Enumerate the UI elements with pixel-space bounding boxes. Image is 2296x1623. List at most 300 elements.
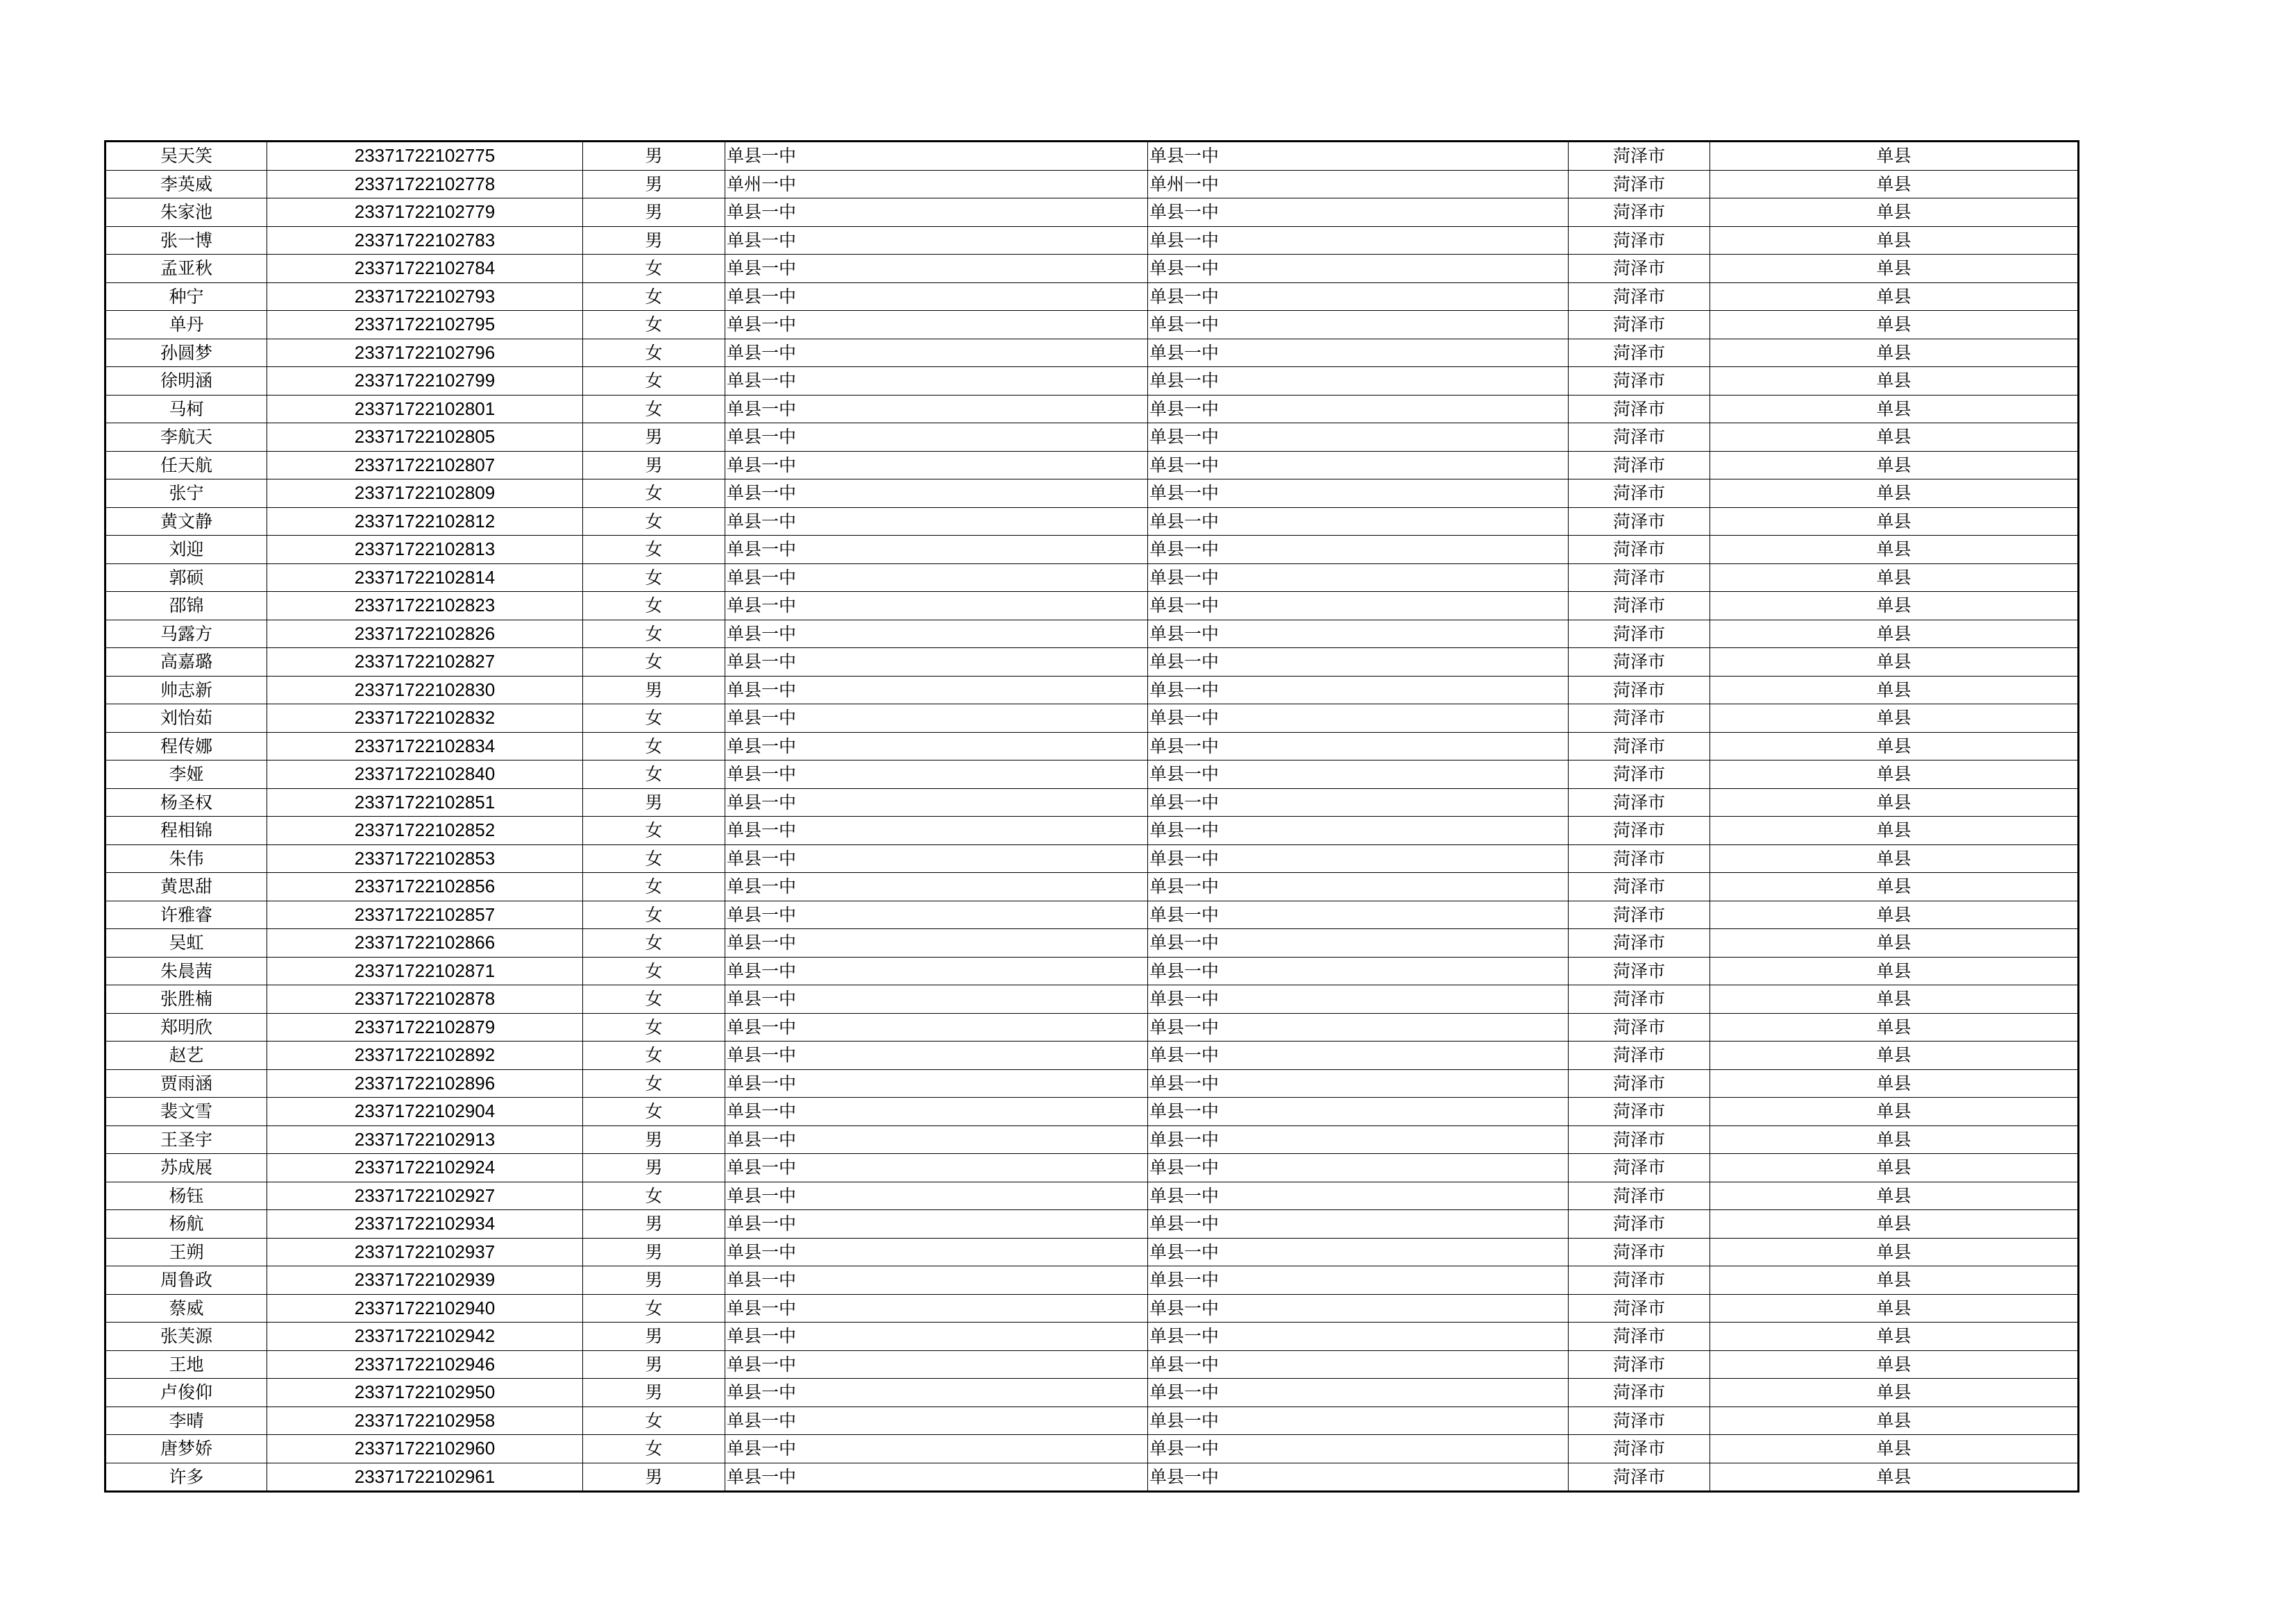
cell-gender: 男 <box>583 1125 725 1154</box>
cell-school-2: 单县一中 <box>1148 1154 1569 1182</box>
cell-gender: 男 <box>583 451 725 479</box>
cell-name: 朱伟 <box>105 844 267 873</box>
cell-school-2: 单县一中 <box>1148 1323 1569 1351</box>
cell-name: 朱家池 <box>105 198 267 227</box>
cell-county: 单县 <box>1710 170 2079 198</box>
cell-city: 菏泽市 <box>1569 1323 1710 1351</box>
cell-school: 单县一中 <box>725 1069 1148 1098</box>
cell-school: 单县一中 <box>725 620 1148 648</box>
cell-school: 单县一中 <box>725 929 1148 958</box>
cell-city: 菏泽市 <box>1569 788 1710 817</box>
cell-gender: 女 <box>583 1098 725 1126</box>
table-row <box>105 451 2079 479</box>
cell-name: 任天航 <box>105 451 267 479</box>
cell-gender: 女 <box>583 507 725 536</box>
cell-name: 王圣宇 <box>105 1125 267 1154</box>
cell-county: 单县 <box>1710 142 2079 171</box>
cell-city: 菏泽市 <box>1569 311 1710 339</box>
student-roster-sheet <box>104 140 2077 1493</box>
cell-exam-id: 23371722102913 <box>267 1125 583 1154</box>
cell-county: 单县 <box>1710 957 2079 985</box>
cell-exam-id: 23371722102826 <box>267 620 583 648</box>
cell-school: 单县一中 <box>725 676 1148 704</box>
cell-city: 菏泽市 <box>1569 479 1710 508</box>
cell-gender: 女 <box>583 1294 725 1323</box>
cell-school-2: 单县一中 <box>1148 1294 1569 1323</box>
cell-exam-id: 23371722102801 <box>267 395 583 423</box>
table-row <box>105 676 2079 704</box>
cell-gender: 男 <box>583 1210 725 1239</box>
cell-name: 邵锦 <box>105 592 267 620</box>
cell-school: 单县一中 <box>725 563 1148 592</box>
cell-city: 菏泽市 <box>1569 1379 1710 1407</box>
table-row <box>105 198 2079 227</box>
cell-county: 单县 <box>1710 1238 2079 1266</box>
table-row <box>105 1238 2079 1266</box>
cell-school: 单县一中 <box>725 1098 1148 1126</box>
cell-name: 朱晨茜 <box>105 957 267 985</box>
cell-exam-id: 23371722102779 <box>267 198 583 227</box>
cell-city: 菏泽市 <box>1569 1266 1710 1295</box>
cell-city: 菏泽市 <box>1569 226 1710 255</box>
table-row <box>105 592 2079 620</box>
cell-name: 张宁 <box>105 479 267 508</box>
cell-county: 单县 <box>1710 1154 2079 1182</box>
cell-exam-id: 23371722102812 <box>267 507 583 536</box>
cell-city: 菏泽市 <box>1569 1154 1710 1182</box>
cell-city: 菏泽市 <box>1569 1407 1710 1435</box>
cell-city: 菏泽市 <box>1569 704 1710 733</box>
cell-county: 单县 <box>1710 648 2079 677</box>
cell-school-2: 单县一中 <box>1148 1182 1569 1210</box>
cell-school: 单县一中 <box>725 311 1148 339</box>
cell-county: 单县 <box>1710 1463 2079 1492</box>
cell-exam-id: 23371722102927 <box>267 1182 583 1210</box>
cell-school-2: 单县一中 <box>1148 479 1569 508</box>
cell-school: 单县一中 <box>725 423 1148 452</box>
cell-county: 单县 <box>1710 901 2079 929</box>
cell-name: 李航天 <box>105 423 267 452</box>
cell-name: 徐明涵 <box>105 367 267 396</box>
cell-school-2: 单县一中 <box>1148 507 1569 536</box>
table-row <box>105 1098 2079 1126</box>
table-row <box>105 1210 2079 1239</box>
cell-school: 单县一中 <box>725 142 1148 171</box>
cell-city: 菏泽市 <box>1569 760 1710 789</box>
cell-gender: 女 <box>583 901 725 929</box>
cell-school: 单县一中 <box>725 395 1148 423</box>
cell-name: 贾雨涵 <box>105 1069 267 1098</box>
cell-city: 菏泽市 <box>1569 255 1710 283</box>
cell-exam-id: 23371722102823 <box>267 592 583 620</box>
cell-county: 单县 <box>1710 1294 2079 1323</box>
cell-exam-id: 23371722102961 <box>267 1463 583 1492</box>
cell-name: 李英威 <box>105 170 267 198</box>
cell-gender: 男 <box>583 1154 725 1182</box>
table-row <box>105 788 2079 817</box>
cell-county: 单县 <box>1710 1266 2079 1295</box>
cell-gender: 女 <box>583 282 725 311</box>
cell-city: 菏泽市 <box>1569 1435 1710 1463</box>
table-row <box>105 760 2079 789</box>
cell-city: 菏泽市 <box>1569 676 1710 704</box>
cell-name: 苏成展 <box>105 1154 267 1182</box>
cell-exam-id: 23371722102814 <box>267 563 583 592</box>
cell-school-2: 单县一中 <box>1148 1407 1569 1435</box>
cell-gender: 女 <box>583 1182 725 1210</box>
cell-exam-id: 23371722102937 <box>267 1238 583 1266</box>
cell-city: 菏泽市 <box>1569 620 1710 648</box>
cell-gender: 女 <box>583 536 725 564</box>
cell-gender: 女 <box>583 395 725 423</box>
cell-county: 单县 <box>1710 282 2079 311</box>
cell-name: 郭硕 <box>105 563 267 592</box>
table-row <box>105 1266 2079 1295</box>
cell-exam-id: 23371722102946 <box>267 1350 583 1379</box>
cell-gender: 女 <box>583 1013 725 1042</box>
cell-school: 单县一中 <box>725 985 1148 1014</box>
cell-city: 菏泽市 <box>1569 142 1710 171</box>
cell-city: 菏泽市 <box>1569 423 1710 452</box>
cell-name: 张一博 <box>105 226 267 255</box>
cell-exam-id: 23371722102805 <box>267 423 583 452</box>
cell-gender: 女 <box>583 817 725 845</box>
cell-exam-id: 23371722102830 <box>267 676 583 704</box>
cell-name: 郑明欣 <box>105 1013 267 1042</box>
cell-school: 单县一中 <box>725 817 1148 845</box>
table-row <box>105 1407 2079 1435</box>
cell-school-2: 单县一中 <box>1148 648 1569 677</box>
cell-city: 菏泽市 <box>1569 1069 1710 1098</box>
cell-exam-id: 23371722102851 <box>267 788 583 817</box>
table-row <box>105 620 2079 648</box>
cell-gender: 男 <box>583 676 725 704</box>
cell-city: 菏泽市 <box>1569 1013 1710 1042</box>
cell-county: 单县 <box>1710 1379 2079 1407</box>
cell-school: 单县一中 <box>725 536 1148 564</box>
cell-school-2: 单县一中 <box>1148 423 1569 452</box>
cell-exam-id: 23371722102878 <box>267 985 583 1014</box>
cell-gender: 女 <box>583 704 725 733</box>
cell-name: 单丹 <box>105 311 267 339</box>
cell-city: 菏泽市 <box>1569 957 1710 985</box>
cell-county: 单县 <box>1710 451 2079 479</box>
table-row <box>105 873 2079 901</box>
cell-school: 单县一中 <box>725 1435 1148 1463</box>
cell-school-2: 单县一中 <box>1148 1350 1569 1379</box>
cell-school: 单县一中 <box>725 732 1148 760</box>
cell-name: 李晴 <box>105 1407 267 1435</box>
cell-school-2: 单县一中 <box>1148 282 1569 311</box>
table-row <box>105 282 2079 311</box>
cell-city: 菏泽市 <box>1569 1210 1710 1239</box>
cell-name: 吴虹 <box>105 929 267 958</box>
cell-school: 单县一中 <box>725 1463 1148 1492</box>
cell-county: 单县 <box>1710 1350 2079 1379</box>
cell-name: 程相锦 <box>105 817 267 845</box>
table-row <box>105 563 2079 592</box>
table-row <box>105 957 2079 985</box>
cell-school-2: 单县一中 <box>1148 817 1569 845</box>
cell-city: 菏泽市 <box>1569 170 1710 198</box>
table-row <box>105 1182 2079 1210</box>
cell-school-2: 单县一中 <box>1148 311 1569 339</box>
cell-gender: 女 <box>583 479 725 508</box>
cell-exam-id: 23371722102904 <box>267 1098 583 1126</box>
cell-exam-id: 23371722102775 <box>267 142 583 171</box>
cell-name: 杨钰 <box>105 1182 267 1210</box>
cell-school: 单县一中 <box>725 1042 1148 1070</box>
cell-city: 菏泽市 <box>1569 451 1710 479</box>
cell-school: 单县一中 <box>725 255 1148 283</box>
cell-gender: 女 <box>583 592 725 620</box>
cell-school: 单县一中 <box>725 1125 1148 1154</box>
cell-county: 单县 <box>1710 1098 2079 1126</box>
cell-school: 单县一中 <box>725 226 1148 255</box>
cell-exam-id: 23371722102783 <box>267 226 583 255</box>
cell-school: 单州一中 <box>725 170 1148 198</box>
cell-school: 单县一中 <box>725 957 1148 985</box>
cell-exam-id: 23371722102939 <box>267 1266 583 1295</box>
cell-school: 单县一中 <box>725 479 1148 508</box>
cell-county: 单县 <box>1710 1013 2079 1042</box>
cell-school: 单县一中 <box>725 1182 1148 1210</box>
cell-school: 单县一中 <box>725 507 1148 536</box>
cell-school-2: 单县一中 <box>1148 367 1569 396</box>
table-row <box>105 170 2079 198</box>
cell-county: 单县 <box>1710 1407 2079 1435</box>
cell-school-2: 单县一中 <box>1148 592 1569 620</box>
cell-school-2: 单县一中 <box>1148 536 1569 564</box>
cell-gender: 男 <box>583 198 725 227</box>
cell-exam-id: 23371722102866 <box>267 929 583 958</box>
cell-school-2: 单县一中 <box>1148 760 1569 789</box>
cell-exam-id: 23371722102958 <box>267 1407 583 1435</box>
cell-name: 许多 <box>105 1463 267 1492</box>
table-row <box>105 985 2079 1014</box>
cell-name: 刘怡茹 <box>105 704 267 733</box>
cell-county: 单县 <box>1710 311 2079 339</box>
cell-gender: 男 <box>583 1238 725 1266</box>
cell-county: 单县 <box>1710 676 2079 704</box>
cell-gender: 女 <box>583 760 725 789</box>
cell-gender: 女 <box>583 255 725 283</box>
cell-school: 单县一中 <box>725 1379 1148 1407</box>
table-row <box>105 1435 2079 1463</box>
cell-exam-id: 23371722102784 <box>267 255 583 283</box>
table-row <box>105 1042 2079 1070</box>
cell-city: 菏泽市 <box>1569 1182 1710 1210</box>
table-row <box>105 507 2079 536</box>
cell-gender: 女 <box>583 873 725 901</box>
cell-exam-id: 23371722102809 <box>267 479 583 508</box>
cell-gender: 男 <box>583 170 725 198</box>
cell-name: 杨圣权 <box>105 788 267 817</box>
cell-gender: 女 <box>583 563 725 592</box>
cell-exam-id: 23371722102950 <box>267 1379 583 1407</box>
cell-county: 单县 <box>1710 198 2079 227</box>
cell-county: 单县 <box>1710 732 2079 760</box>
cell-city: 菏泽市 <box>1569 1294 1710 1323</box>
cell-county: 单县 <box>1710 226 2079 255</box>
cell-county: 单县 <box>1710 1069 2079 1098</box>
cell-exam-id: 23371722102813 <box>267 536 583 564</box>
cell-exam-id: 23371722102871 <box>267 957 583 985</box>
cell-gender: 女 <box>583 1435 725 1463</box>
cell-city: 菏泽市 <box>1569 395 1710 423</box>
cell-exam-id: 23371722102879 <box>267 1013 583 1042</box>
cell-county: 单县 <box>1710 1042 2079 1070</box>
cell-county: 单县 <box>1710 1323 2079 1351</box>
cell-county: 单县 <box>1710 423 2079 452</box>
cell-exam-id: 23371722102896 <box>267 1069 583 1098</box>
cell-school: 单县一中 <box>725 844 1148 873</box>
cell-gender: 男 <box>583 423 725 452</box>
cell-gender: 男 <box>583 1463 725 1492</box>
cell-gender: 男 <box>583 1350 725 1379</box>
table-row <box>105 1154 2079 1182</box>
cell-name: 赵艺 <box>105 1042 267 1070</box>
cell-school-2: 单县一中 <box>1148 451 1569 479</box>
cell-gender: 女 <box>583 985 725 1014</box>
table-row <box>105 732 2079 760</box>
cell-name: 王地 <box>105 1350 267 1379</box>
student-roster-table <box>104 140 2079 1493</box>
cell-school-2: 单县一中 <box>1148 226 1569 255</box>
cell-city: 菏泽市 <box>1569 1238 1710 1266</box>
cell-name: 许雅睿 <box>105 901 267 929</box>
cell-county: 单县 <box>1710 367 2079 396</box>
cell-name: 高嘉璐 <box>105 648 267 677</box>
cell-city: 菏泽市 <box>1569 1098 1710 1126</box>
table-row <box>105 423 2079 452</box>
cell-name: 种宁 <box>105 282 267 311</box>
cell-school-2: 单县一中 <box>1148 395 1569 423</box>
cell-school-2: 单州一中 <box>1148 170 1569 198</box>
cell-school-2: 单县一中 <box>1148 1463 1569 1492</box>
cell-exam-id: 23371722102778 <box>267 170 583 198</box>
cell-name: 马柯 <box>105 395 267 423</box>
cell-county: 单县 <box>1710 788 2079 817</box>
cell-school: 单县一中 <box>725 1407 1148 1435</box>
table-row <box>105 311 2079 339</box>
cell-county: 单县 <box>1710 844 2079 873</box>
cell-school-2: 单县一中 <box>1148 142 1569 171</box>
cell-county: 单县 <box>1710 507 2079 536</box>
cell-gender: 女 <box>583 1407 725 1435</box>
cell-county: 单县 <box>1710 817 2079 845</box>
cell-exam-id: 23371722102796 <box>267 339 583 367</box>
cell-name: 吴天笑 <box>105 142 267 171</box>
cell-school-2: 单县一中 <box>1148 985 1569 1014</box>
cell-school: 单县一中 <box>725 788 1148 817</box>
cell-exam-id: 23371722102795 <box>267 311 583 339</box>
cell-school-2: 单县一中 <box>1148 1069 1569 1098</box>
cell-school-2: 单县一中 <box>1148 844 1569 873</box>
cell-city: 菏泽市 <box>1569 198 1710 227</box>
cell-school-2: 单县一中 <box>1148 1435 1569 1463</box>
cell-gender: 男 <box>583 1323 725 1351</box>
cell-gender: 女 <box>583 1042 725 1070</box>
cell-name: 王朔 <box>105 1238 267 1266</box>
cell-school: 单县一中 <box>725 1154 1148 1182</box>
cell-gender: 女 <box>583 957 725 985</box>
cell-gender: 女 <box>583 620 725 648</box>
cell-school: 单县一中 <box>725 1294 1148 1323</box>
cell-exam-id: 23371722102840 <box>267 760 583 789</box>
cell-city: 菏泽市 <box>1569 1042 1710 1070</box>
cell-school-2: 单县一中 <box>1148 339 1569 367</box>
cell-school: 单县一中 <box>725 873 1148 901</box>
table-row <box>105 339 2079 367</box>
table-row <box>105 1294 2079 1323</box>
cell-city: 菏泽市 <box>1569 563 1710 592</box>
cell-city: 菏泽市 <box>1569 985 1710 1014</box>
cell-school: 单县一中 <box>725 282 1148 311</box>
cell-city: 菏泽市 <box>1569 367 1710 396</box>
cell-county: 单县 <box>1710 1210 2079 1239</box>
table-row <box>105 704 2079 733</box>
cell-county: 单县 <box>1710 592 2079 620</box>
cell-county: 单县 <box>1710 563 2079 592</box>
cell-school-2: 单县一中 <box>1148 1266 1569 1295</box>
cell-gender: 女 <box>583 367 725 396</box>
cell-school-2: 单县一中 <box>1148 1013 1569 1042</box>
cell-school-2: 单县一中 <box>1148 620 1569 648</box>
cell-exam-id: 23371722102852 <box>267 817 583 845</box>
cell-gender: 男 <box>583 1266 725 1295</box>
table-row <box>105 479 2079 508</box>
cell-name: 李娅 <box>105 760 267 789</box>
cell-name: 周鲁政 <box>105 1266 267 1295</box>
cell-name: 黄文静 <box>105 507 267 536</box>
cell-school: 单县一中 <box>725 592 1148 620</box>
cell-gender: 男 <box>583 142 725 171</box>
cell-school: 单县一中 <box>725 339 1148 367</box>
cell-school: 单县一中 <box>725 198 1148 227</box>
cell-county: 单县 <box>1710 620 2079 648</box>
cell-name: 蔡威 <box>105 1294 267 1323</box>
cell-name: 张芙源 <box>105 1323 267 1351</box>
cell-exam-id: 23371722102853 <box>267 844 583 873</box>
roster-body <box>105 142 2079 1492</box>
cell-gender: 女 <box>583 311 725 339</box>
cell-gender: 女 <box>583 339 725 367</box>
cell-school-2: 单县一中 <box>1148 1042 1569 1070</box>
cell-city: 菏泽市 <box>1569 339 1710 367</box>
cell-county: 单县 <box>1710 1125 2079 1154</box>
cell-city: 菏泽市 <box>1569 732 1710 760</box>
cell-school-2: 单县一中 <box>1148 929 1569 958</box>
table-row <box>105 901 2079 929</box>
cell-school: 单县一中 <box>725 1350 1148 1379</box>
cell-name: 刘迎 <box>105 536 267 564</box>
cell-city: 菏泽市 <box>1569 901 1710 929</box>
cell-school: 单县一中 <box>725 1210 1148 1239</box>
cell-city: 菏泽市 <box>1569 1463 1710 1492</box>
table-row <box>105 1013 2079 1042</box>
table-row <box>105 1350 2079 1379</box>
cell-name: 杨航 <box>105 1210 267 1239</box>
cell-county: 单县 <box>1710 536 2079 564</box>
cell-school-2: 单县一中 <box>1148 732 1569 760</box>
cell-school-2: 单县一中 <box>1148 255 1569 283</box>
cell-county: 单县 <box>1710 1182 2079 1210</box>
cell-city: 菏泽市 <box>1569 592 1710 620</box>
cell-exam-id: 23371722102799 <box>267 367 583 396</box>
table-row <box>105 929 2079 958</box>
cell-exam-id: 23371722102827 <box>267 648 583 677</box>
